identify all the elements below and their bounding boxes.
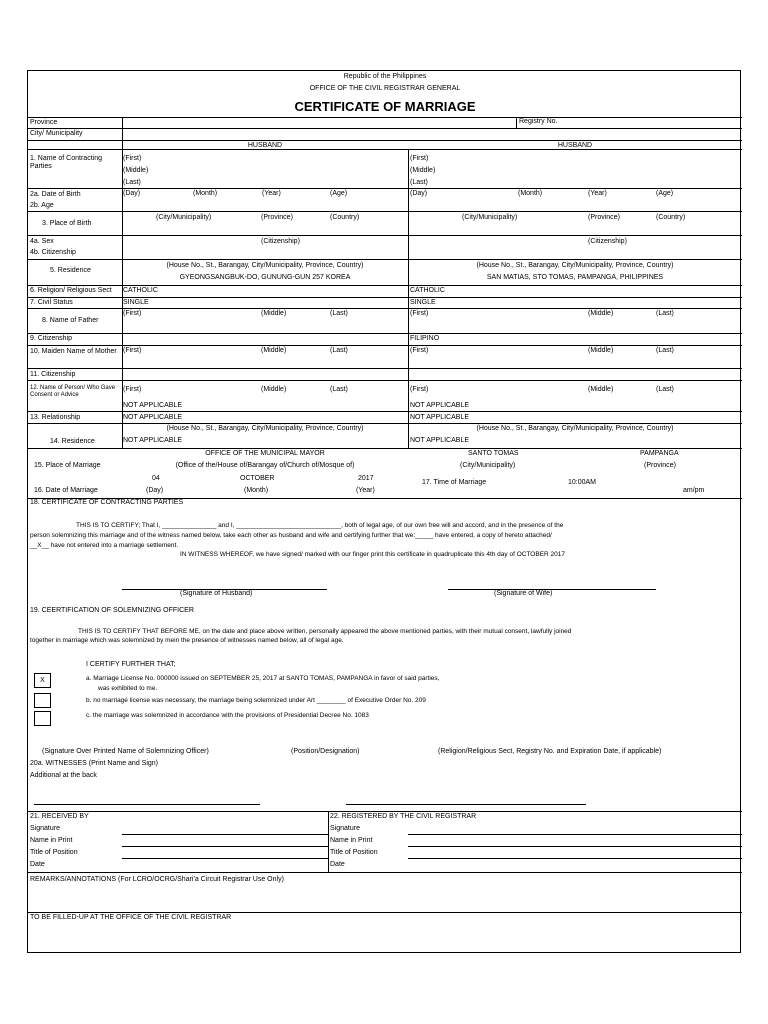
sub-last: (Last)	[330, 347, 348, 354]
city-label: City/ Municipality	[30, 130, 83, 137]
option-c: c. the marriage was solemnized in accordance with the provisions of Presidential Decree No. 1083	[86, 712, 369, 719]
received-signature-label: Signature	[30, 825, 60, 832]
sub-first: (First)	[123, 386, 142, 393]
column-left-header: HUSBAND	[247, 142, 283, 149]
sub-day: (Day)	[410, 190, 428, 197]
option-a-line1: a. Marriage License No. 000000 issued on SEPTEMBER 25, 2017 at SANTO TOMAS, PAMPANGA in favor of said parties,	[86, 675, 440, 682]
label-cert-parties: 18. CERTIFICATE OF CONTRACTING PARTIES	[30, 499, 184, 506]
marriage-year-value: 2017	[358, 475, 374, 482]
status-left-value: SINGLE	[123, 299, 149, 306]
label-citizenship4: 4b. Citizenship	[30, 249, 76, 256]
label-citizenship9: 9. Citizenship	[30, 335, 73, 342]
place-office-value: OFFICE OF THE MUNICIPAL MAYOR	[205, 450, 325, 457]
registered-signature-label: Signature	[330, 825, 360, 832]
label-religion: 6. Religion/ Religious Sect	[30, 287, 112, 294]
province-label: Province	[30, 119, 58, 126]
sub-year: (Year)	[356, 487, 375, 494]
sub-first: (First)	[410, 310, 429, 317]
sub-province: (Province)	[588, 214, 620, 221]
label-pob: 3. Place of Birth	[42, 220, 92, 227]
sub-address: (House No., St., Barangay, City/Municipality, Province, Country)	[166, 262, 364, 269]
column-right-header: HUSBAND	[557, 142, 593, 149]
sub-last: (Last)	[330, 386, 348, 393]
checkbox-a-mark: X	[40, 677, 45, 684]
label-civil-status: 7. Civil Status	[30, 299, 73, 306]
sub-middle: (Middle)	[261, 347, 287, 354]
sub-age: (Age)	[330, 190, 348, 197]
sig-wife-label: (Signature of Wife)	[494, 590, 553, 597]
cert19-line1: THIS IS TO CERTIFY THAT BEFORE ME, on the date and place above written, personally appeared the above mentioned parties, with their mutual consent, lawfully joined	[78, 628, 572, 635]
label-date-marriage: 16. Date of Marriage	[34, 487, 98, 494]
sub-address: (House No., St., Barangay, City/Municipality, Province, Country)	[476, 262, 674, 269]
sub-middle: (Middle)	[588, 310, 614, 317]
cert18-line4: IN WITNESS WHEREOF, we have signed/ marked with our finger print this certificate in quadruplicate this 4th day of OCTOBER 2017	[180, 551, 565, 558]
additional-label: Additional at the back	[30, 772, 97, 779]
residence-left-value: GYEONGSANGBUK-DO, GUNUNG-GUN 257 KOREA	[179, 274, 351, 281]
cert18-line3: __X__ have not entered into a marriage settlement.	[30, 542, 179, 549]
res14-right-value: NOT APPLICABLE	[410, 437, 470, 444]
label-dob: 2a. Date of Birth	[30, 191, 81, 198]
consent-left-value: NOT APPLICABLE	[123, 402, 183, 409]
sub-middle: (Middle)	[261, 310, 287, 317]
position-label: (Position/Designation)	[291, 748, 360, 755]
cert19-line2: together in marriage which was solemnized by mein the presence of witnesses named below, all of legal age.	[30, 637, 344, 644]
sub-first: (First)	[123, 155, 142, 162]
cert19-title: 19. CEERTIFICATION OF SOLEMNIZING OFFICER	[30, 607, 194, 614]
sub-month: (Month)	[244, 487, 269, 494]
sub-month: (Month)	[193, 190, 218, 197]
label-consent: 12. Name of Person/ Who Gave Consent or Advice	[30, 385, 116, 398]
sub-last: (Last)	[656, 347, 674, 354]
sub-day: (Day)	[123, 190, 141, 197]
religion-right-value: CATHOLIC	[410, 287, 445, 294]
label-mother: 10. Maiden Name of Mother	[30, 348, 117, 355]
sub-city: (City/Municipality)	[460, 462, 516, 469]
relation-left-value: NOT APPLICABLE	[123, 414, 183, 421]
sub-first: (First)	[410, 347, 429, 354]
sub-middle: (Middle)	[261, 386, 287, 393]
registered-title-label: Title of Position	[330, 849, 378, 856]
witnesses-label: 20a. WITNESSES (Print Name and Sign)	[30, 760, 158, 767]
sig-husband-label: (Signature of Husband)	[180, 590, 253, 597]
sub-first: (First)	[410, 386, 429, 393]
sub-year: (Year)	[588, 190, 607, 197]
sub-last: (Last)	[656, 386, 674, 393]
residence-right-value: SAN MATIAS, STO TOMAS, PAMPANGA, PHILIPPINES	[486, 274, 664, 281]
label-citizenship11: 11. Citizenship	[30, 371, 76, 378]
registry-label: Registry No.	[519, 118, 558, 125]
cert19-further: I CERTIFY FURTHER THAT;	[86, 661, 176, 668]
sub-office-of: (Office of the/House of/Barangay of/Church of/Mosque of)	[175, 462, 355, 469]
sub-province: (Province)	[261, 214, 293, 221]
relation-right-value: NOT APPLICABLE	[410, 414, 470, 421]
filled-label: TO BE FILLED-UP AT THE OFFICE OF THE CIVIL REGISTRAR	[30, 914, 232, 921]
republic-heading: Republic of the Philippines	[343, 73, 427, 80]
cert18-line1: THIS IS TO CERTIFY; That I, _______________ and I, _____________________________, both of legal age, of our own free will and accord, and in the presence of the	[76, 522, 564, 529]
registered-date-label: Date	[330, 861, 345, 868]
form-title: CERTIFICATE OF MARRIAGE	[294, 99, 476, 114]
received-name-label: Name in Print	[30, 837, 73, 844]
office-heading: OFFICE OF THE CIVIL REGISTRAR GENERAL	[309, 85, 461, 92]
label-father: 8. Name of Father	[42, 317, 99, 324]
religion-sect-label: (Religion/Religious Sect, Registry No. and Expiration Date, if applicable)	[438, 748, 662, 755]
marriage-certificate-form	[27, 70, 741, 953]
sub-city: (City/Municipality)	[156, 214, 212, 221]
checkbox-a[interactable]	[34, 673, 51, 688]
sub-last: (Last)	[123, 179, 141, 186]
received-title: 21. RECEIVED BY	[30, 813, 89, 820]
sub-age: (Age)	[656, 190, 674, 197]
sub-city: (City/Municipality)	[462, 214, 518, 221]
sub-first: (First)	[123, 310, 142, 317]
marriage-day-value: 04	[152, 475, 160, 482]
label-time-marriage: 17. Time of Marriage	[422, 479, 487, 486]
sub-last: (Last)	[410, 179, 428, 186]
religion-left-value: CATHOLIC	[123, 287, 158, 294]
label-residence14: 14. Residence	[50, 438, 95, 445]
remarks-label: REMARKS/ANNOTATIONS (For LCRO/OCRG/Shari'a Circuit Registrar Use Only)	[30, 876, 284, 883]
checkbox-c[interactable]	[34, 711, 51, 726]
sig-officer-label: (Signature Over Printed Name of Solemnizing Officer)	[42, 748, 209, 755]
marriage-month-value: OCTOBER	[240, 475, 275, 482]
label-relationship: 13. Relationship	[30, 414, 81, 421]
sub-month: (Month)	[518, 190, 543, 197]
checkbox-b[interactable]	[34, 693, 51, 708]
sub-country: (Country)	[330, 214, 360, 221]
label-sex: 4a. Sex	[30, 238, 54, 245]
marriage-time-value: 10:00AM	[568, 479, 597, 486]
label-age: 2b. Age	[30, 202, 54, 209]
registered-name-label: Name in Print	[330, 837, 373, 844]
consent-right-value: NOT APPLICABLE	[410, 402, 470, 409]
sub-day: (Day)	[146, 487, 164, 494]
res14-left-value: NOT APPLICABLE	[123, 437, 183, 444]
sub-middle: (Middle)	[410, 167, 436, 174]
label-residence: 5. Residence	[50, 267, 91, 274]
citizenship9-right-value: FILIPINO	[410, 335, 440, 342]
cert18-line2: person solemnizing this marriage and of the witness named below, take each other as husband and wife and certifying further that we:_____ have entered, a copy of hereto attached/	[30, 532, 552, 539]
sub-address: (House No., St., Barangay, City/Municipality, Province, Country)	[166, 425, 364, 432]
sub-middle: (Middle)	[588, 347, 614, 354]
sub-citizenship: (Citizenship)	[261, 238, 300, 245]
label-name-parties: 1. Name of Contracting Parties	[30, 155, 102, 170]
sub-last: (Last)	[330, 310, 348, 317]
status-right-value: SINGLE	[410, 299, 436, 306]
sub-citizenship: (Citizenship)	[588, 238, 627, 245]
place-province-value: PAMPANGA	[640, 450, 679, 457]
label-place-marriage: 15. Place of Marriage	[34, 462, 101, 469]
sub-last: (Last)	[656, 310, 674, 317]
sub-middle: (Middle)	[588, 386, 614, 393]
sub-country: (Country)	[656, 214, 686, 221]
sub-province: (Province)	[644, 462, 676, 469]
sub-year: (Year)	[262, 190, 281, 197]
registered-title: 22. REGISTERED BY THE CIVIL REGISTRAR	[330, 813, 477, 820]
sub-first: (First)	[123, 347, 142, 354]
sub-first: (First)	[410, 155, 429, 162]
received-title-label: Title of Position	[30, 849, 78, 856]
sub-middle: (Middle)	[123, 167, 149, 174]
option-b: b. no marriage license was necessary, the marriage being solemnized under Art ________ of Executive Order No. 209	[86, 697, 426, 704]
place-city-value: SANTO TOMAS	[468, 450, 519, 457]
received-date-label: Date	[30, 861, 45, 868]
sub-address: (House No., St., Barangay, City/Municipality, Province, Country)	[476, 425, 674, 432]
option-a-line2: was exhibited to me.	[98, 685, 158, 692]
sub-ampm: am/pm	[683, 487, 705, 494]
